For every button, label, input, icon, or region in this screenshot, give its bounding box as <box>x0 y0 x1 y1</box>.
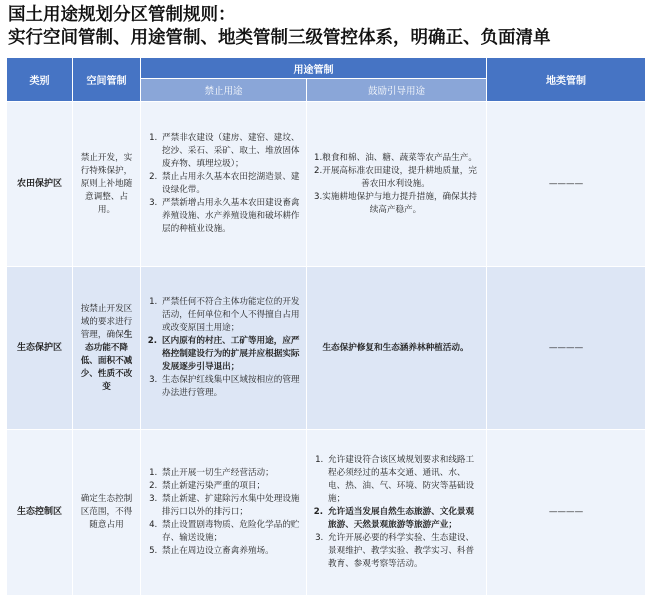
title-line-1: 国土用途规划分区管制规则： <box>8 5 236 25</box>
header-spatial-control: 空间管制 <box>73 58 141 102</box>
spatial-control-cell <box>73 267 141 430</box>
page-title <box>8 4 648 50</box>
spatial-control-cell: 禁止开发，实行特殊保护，原则上补地随意调整、占用。 <box>73 102 141 267</box>
landtype-control-cell <box>487 102 646 267</box>
table-row <box>7 430 646 596</box>
prohibited-item: 1. 严禁任何不符合主体功能定位的开发活动，任何单位和个人不得擅自占用或改变原国土用途； <box>160 296 300 335</box>
prohibited-cell <box>141 430 307 596</box>
landtype-control-cell <box>487 267 646 430</box>
dash-placeholder: ———— <box>548 342 584 353</box>
dash-placeholder: ———— <box>548 178 584 189</box>
landtype-control-cell <box>487 430 646 596</box>
encouraged-item: 1.粮食和棉、油、糖、蔬菜等农产品生产。 <box>314 152 477 163</box>
prohibited-item: 2. 禁止占用永久基本农田挖湖造景、建设绿化带。 <box>160 171 300 197</box>
encouraged-item: 2.开展高标准农田建设，提升耕地质量，完善农田水利设施。 <box>314 165 477 189</box>
prohibited-item: 3. 严禁新增占用永久基本农田建设畜禽养殖设施、水产养殖设施和破坏耕作层的种植业设施。 <box>160 197 300 236</box>
table-row <box>7 267 646 430</box>
encouraged-item: 1. 允许建设符合该区域规划要求和线路工程必须经过的基本交通、通讯、水、电、热、油、气、环境、防灾等基础设施； <box>326 454 480 506</box>
title-line-2: 实行空间管制、用途管制、地类管制三级管控体系，明确正、负面清单 <box>8 28 551 48</box>
prohibited-item: 1. 严禁非农建设（建房、建窑、建坟、挖沙、采石、采矿、取土、堆放固体废弃物、填埋垃圾）； <box>160 132 300 171</box>
encouraged-cell <box>307 430 487 596</box>
header-prohibited-use: 禁止用途 <box>141 79 307 102</box>
prohibited-item: 4. 禁止设置剧毒物质、危险化学品的贮存、输送设施； <box>160 519 300 545</box>
zoning-rules-table <box>6 57 646 596</box>
encouraged-item: 3.实施耕地保护与地力提升措施，确保其持续高产稳产。 <box>314 191 477 215</box>
prohibited-cell <box>141 267 307 430</box>
encouraged-cell <box>307 102 487 267</box>
prohibited-item: 5. 禁止在周边设立畜禽养殖场。 <box>160 545 300 558</box>
prohibited-item: 3. 禁止新建、扩建除污水集中处理设施排污口以外的排污口； <box>160 493 300 519</box>
spatial-control-text: 按禁止开发区域的要求进行管理，确保 <box>80 303 133 340</box>
category-cell: 农田保护区 <box>7 102 73 267</box>
encouraged-item: 2. 允许适当发展自然生态旅游、文化景观旅游、天然景观旅游等旅游产业； <box>326 506 480 532</box>
header-encouraged-use: 鼓励引导用途 <box>307 79 487 102</box>
encouraged-cell: 生态保护修复和生态涵养林种植活动。 <box>307 267 487 430</box>
spatial-control-emphasis: 生态功能不降低、面积不减少、性质不改变 <box>80 329 133 392</box>
prohibited-item: 1. 禁止开展一切生产经营活动； <box>160 467 300 480</box>
dash-placeholder: ———— <box>548 507 584 517</box>
encouraged-item: 3. 允许开展必要的科学实验、生态建设、景观维护、教学实验、教学实习、科普教育、参观考察等活动。 <box>326 532 480 571</box>
prohibited-cell <box>141 102 307 267</box>
header-category: 类别 <box>7 58 73 102</box>
category-cell: 生态控制区 <box>7 430 73 596</box>
category-cell: 生态保护区 <box>7 267 73 430</box>
prohibited-item: 2. 区内原有的村庄、工矿等用途，应严格控制建设行为的扩展并应根据实际发展逐步引导退出； <box>160 335 300 374</box>
prohibited-item: 3. 生态保护红线集中区域按相应的管理办法进行管理。 <box>160 374 300 400</box>
prohibited-item: 2. 禁止新建污染严重的项目； <box>160 480 300 493</box>
spatial-control-cell: 确定生态控制区范围，不得随意占用 <box>73 430 141 596</box>
table-row <box>7 102 646 267</box>
header-usage-control: 用途管制 <box>141 58 487 79</box>
header-landtype-control: 地类管制 <box>487 58 646 102</box>
